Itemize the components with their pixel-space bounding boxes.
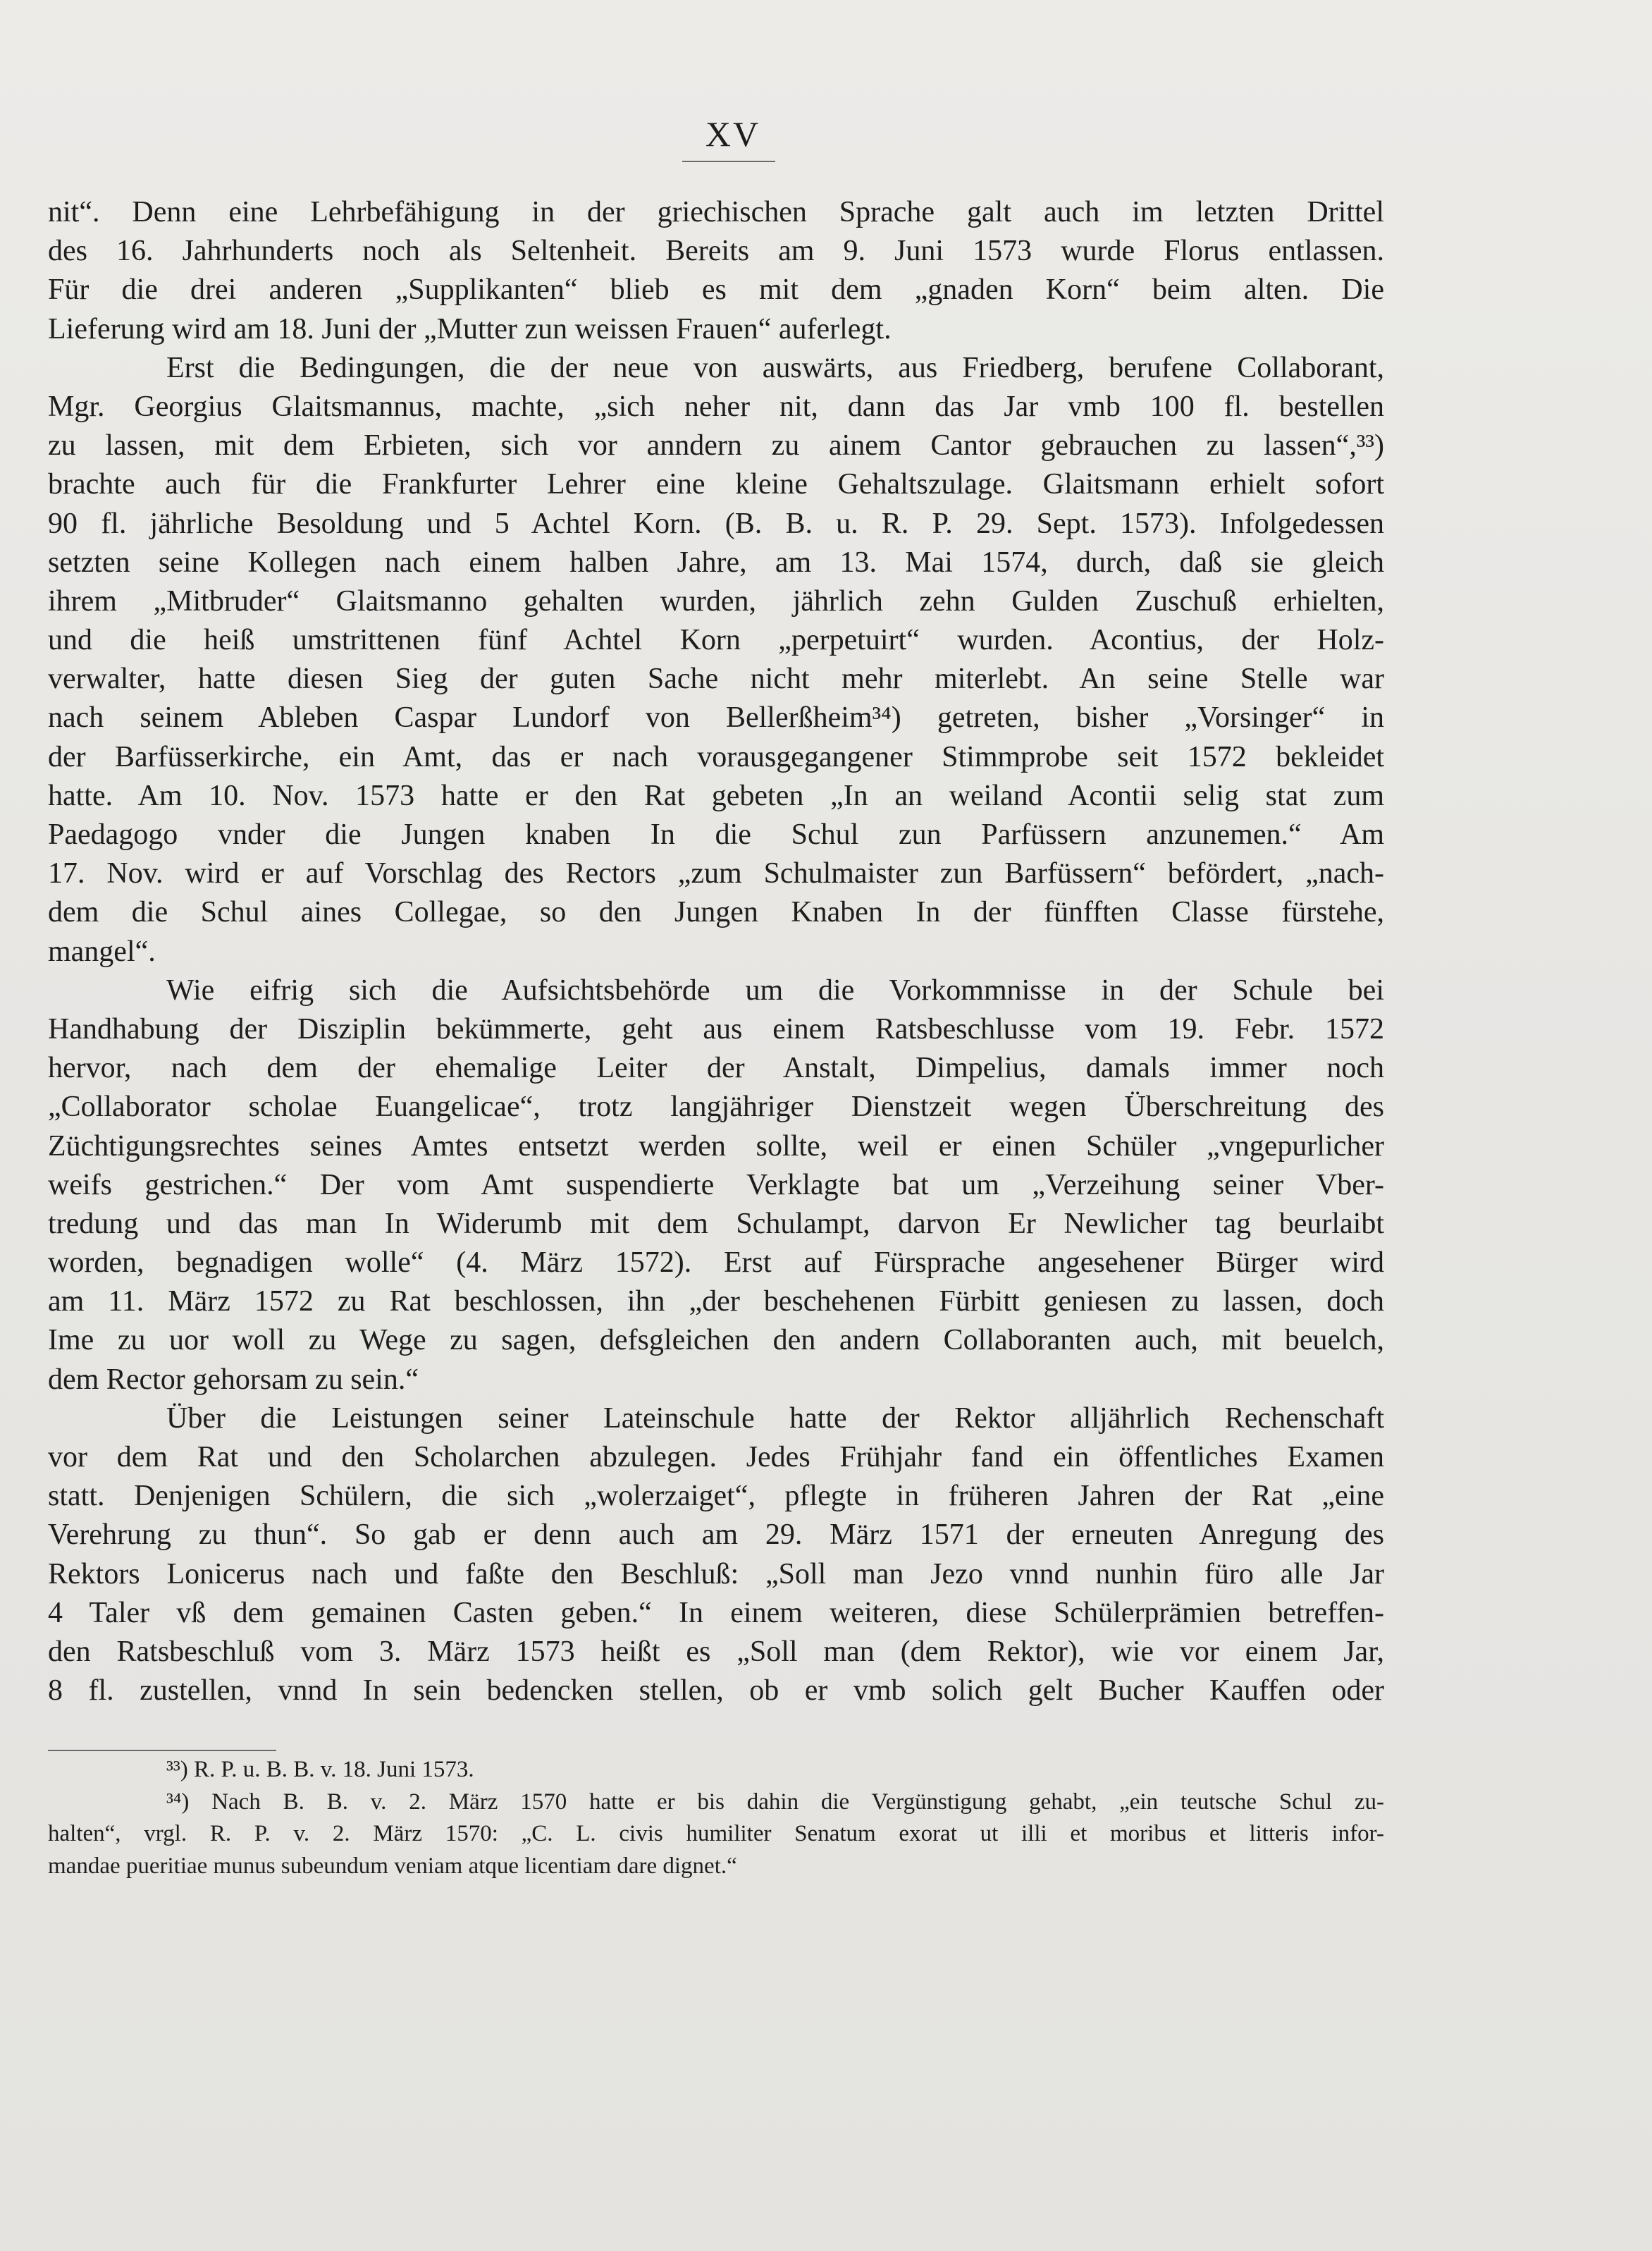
- text-line: hervor, nach dem der ehemalige Leiter der Anstalt, Dimpelius, damals immer noch: [48, 1052, 1384, 1085]
- text-line: tredung und das man In Widerumb mit dem Schulampt, darvon Er Newlicher tag beurlaibt: [48, 1207, 1384, 1240]
- footnote-separator: [48, 1750, 276, 1751]
- text-line: Handhabung der Disziplin bekümmerte, geht aus einem Ratsbeschlusse vom 19. Febr. 1572: [48, 1012, 1384, 1045]
- text-line: Mgr. Georgius Glaitsmannus, machte, „sich neher nit, dann das Jar vmb 100 fl. bestellen: [48, 390, 1384, 423]
- text-line: worden, begnadigen wolle“ (4. März 1572). Erst auf Fürsprache angesehener Bürger wird: [48, 1246, 1384, 1280]
- text-line: 4 Taler vß dem gemainen Casten geben.“ In einem weiteren, diese Schülerprämien betreffen-: [48, 1596, 1384, 1629]
- text-line: 8 fl. zustellen, vnnd In sein bedencken stellen, ob er vmb solich gelt Bucher Kauffen oder: [48, 1674, 1384, 1707]
- text-line: dem die Schul aines Collegae, so den Jungen Knaben In der fünfften Classe fürstehe,: [48, 896, 1384, 929]
- text-line: „Collaborator scholae Euangelicae“, trotz langjähriger Dienstzeit wegen Überschreitung des: [48, 1091, 1384, 1124]
- text-line: Züchtigungsrechtes seines Amtes entsetzt werden sollte, weil er einen Schüler „vngepurlicher: [48, 1129, 1384, 1163]
- footnote-line: ³³) R. P. u. B. B. v. 18. Juni 1573.: [166, 1757, 474, 1782]
- text-line: mangel“.: [48, 935, 156, 968]
- page-number: XV: [705, 114, 761, 154]
- text-line: verwalter, hatte diesen Sieg der guten Sache nicht mehr miterlebt. An seine Stelle war: [48, 663, 1384, 696]
- text-line: Erst die Bedingungen, die der neue von auswärts, aus Friedberg, berufene Collaborant,: [166, 351, 1384, 384]
- text-line: Paedagogo vnder die Jungen knaben In die Schul zun Parfüssern anzunemen.“ Am: [48, 818, 1384, 851]
- paragraph: [48, 193, 1384, 349]
- text-line: der Barfüsserkirche, ein Amt, das er nach vorausgegangener Stimmprobe seit 1572 bekleidet: [48, 740, 1384, 773]
- text-line: Ime zu uor woll zu Wege zu sagen, defsgleichen den andern Collaboranten auch, mit beuelch,: [48, 1324, 1384, 1357]
- text-line: weifs gestrichen.“ Der vom Amt suspendierte Verklagte bat um „Verzeihung seiner Vber-: [48, 1168, 1384, 1201]
- text-line: Lieferung wird am 18. Juni der „Mutter zun weissen Frauen“ auferlegt.: [48, 312, 892, 345]
- page-number-rule: [682, 161, 775, 162]
- footnote: [48, 1786, 1384, 1883]
- text-line: 17. Nov. wird er auf Vorschlag des Rectors „zum Schulmaister zun Barfüssern“ befördert, „nach-: [48, 857, 1384, 890]
- text-line: nit“. Denn eine Lehrbefähigung in der griechischen Sprache galt auch im letzten Drittel: [48, 196, 1384, 228]
- footnote-line: ³⁴) Nach B. B. v. 2. März 1570 hatte er bis dahin die Vergünstigung gehabt, „ein teutsche Schul zu-: [166, 1789, 1384, 1815]
- text-line: hatte. Am 10. Nov. 1573 hatte er den Rat gebeten „In an weiland Acontii selig stat zum: [48, 779, 1384, 812]
- text-line: am 11. März 1572 zu Rat beschlossen, ihn „der beschehenen Fürbitt geniesen zu lassen, doch: [48, 1285, 1384, 1318]
- text-line: Verehrung zu thun“. So gab er denn auch am 29. März 1571 der erneuten Anregung des: [48, 1519, 1384, 1552]
- footnotes: [48, 1754, 1384, 1882]
- paragraph: [48, 1399, 1384, 1711]
- text-line: zu lassen, mit dem Erbieten, sich vor anndern zu ainem Cantor gebrauchen zu lassen“,³³): [48, 429, 1384, 462]
- text-line: 90 fl. jährliche Besoldung und 5 Achtel Korn. (B. B. u. R. P. 29. Sept. 1573). Infolgedessen: [48, 507, 1384, 540]
- text-line: des 16. Jahrhunderts noch als Seltenheit. Bereits am 9. Juni 1573 wurde Florus entlassen.: [48, 235, 1384, 268]
- text-line: setzten seine Kollegen nach einem halben Jahre, am 13. Mai 1574, durch, daß sie gleich: [48, 546, 1384, 579]
- text-line: Für die drei anderen „Supplikanten“ blieb es mit dem „gnaden Korn“ beim alten. Die: [48, 274, 1384, 307]
- footnote: [48, 1754, 1384, 1786]
- text-line: Rektors Lonicerus nach und faßte den Beschluß: „Soll man Jezo vnnd nunhin füro alle Jar: [48, 1557, 1384, 1590]
- text-line: und die heiß umstrittenen fünf Achtel Korn „perpetuirt“ wurden. Acontius, der Holz-: [48, 624, 1384, 657]
- text-line: vor dem Rat und den Scholarchen abzulegen. Jedes Frühjahr fand ein öffentliches Examen: [48, 1441, 1384, 1473]
- text-line: nach seinem Ableben Caspar Lundorf von Bellerßheim³⁴) getreten, bisher „Vorsinger“ in: [48, 701, 1384, 735]
- footnote-line: halten“, vrgl. R. P. v. 2. März 1570: „C. L. civis humiliter Senatum exorat ut illi et moribus et litteris infor-: [48, 1821, 1384, 1846]
- text-line: ihrem „Mitbruder“ Glaitsmanno gehalten wurden, jährlich zehn Gulden Zuschuß erhielten,: [48, 584, 1384, 618]
- text-line: dem Rector gehorsam zu sein.“: [48, 1363, 419, 1396]
- text-line: den Ratsbeschluß vom 3. März 1573 heißt es „Soll man (dem Rektor), wie vor einem Jar,: [48, 1635, 1384, 1668]
- paragraph: [48, 349, 1384, 971]
- text-line: statt. Denjenigen Schülern, die sich „wolerzaiget“, pflegte in früheren Jahren der Rat „eine: [48, 1480, 1384, 1513]
- body-text: [48, 193, 1384, 1710]
- text-line: Wie eifrig sich die Aufsichtsbehörde um die Vorkommnisse in der Schule bei: [166, 974, 1384, 1007]
- footnote-line: mandae pueritiae munus subeundum veniam atque licentiam dare dignet.“: [48, 1853, 737, 1879]
- text-line: Über die Leistungen seiner Lateinschule hatte der Rektor alljährlich Rechenschaft: [166, 1401, 1384, 1435]
- text-line: brachte auch für die Frankfurter Lehrer eine kleine Gehaltszulage. Glaitsmann erhielt sofort: [48, 468, 1384, 501]
- paragraph: [48, 971, 1384, 1399]
